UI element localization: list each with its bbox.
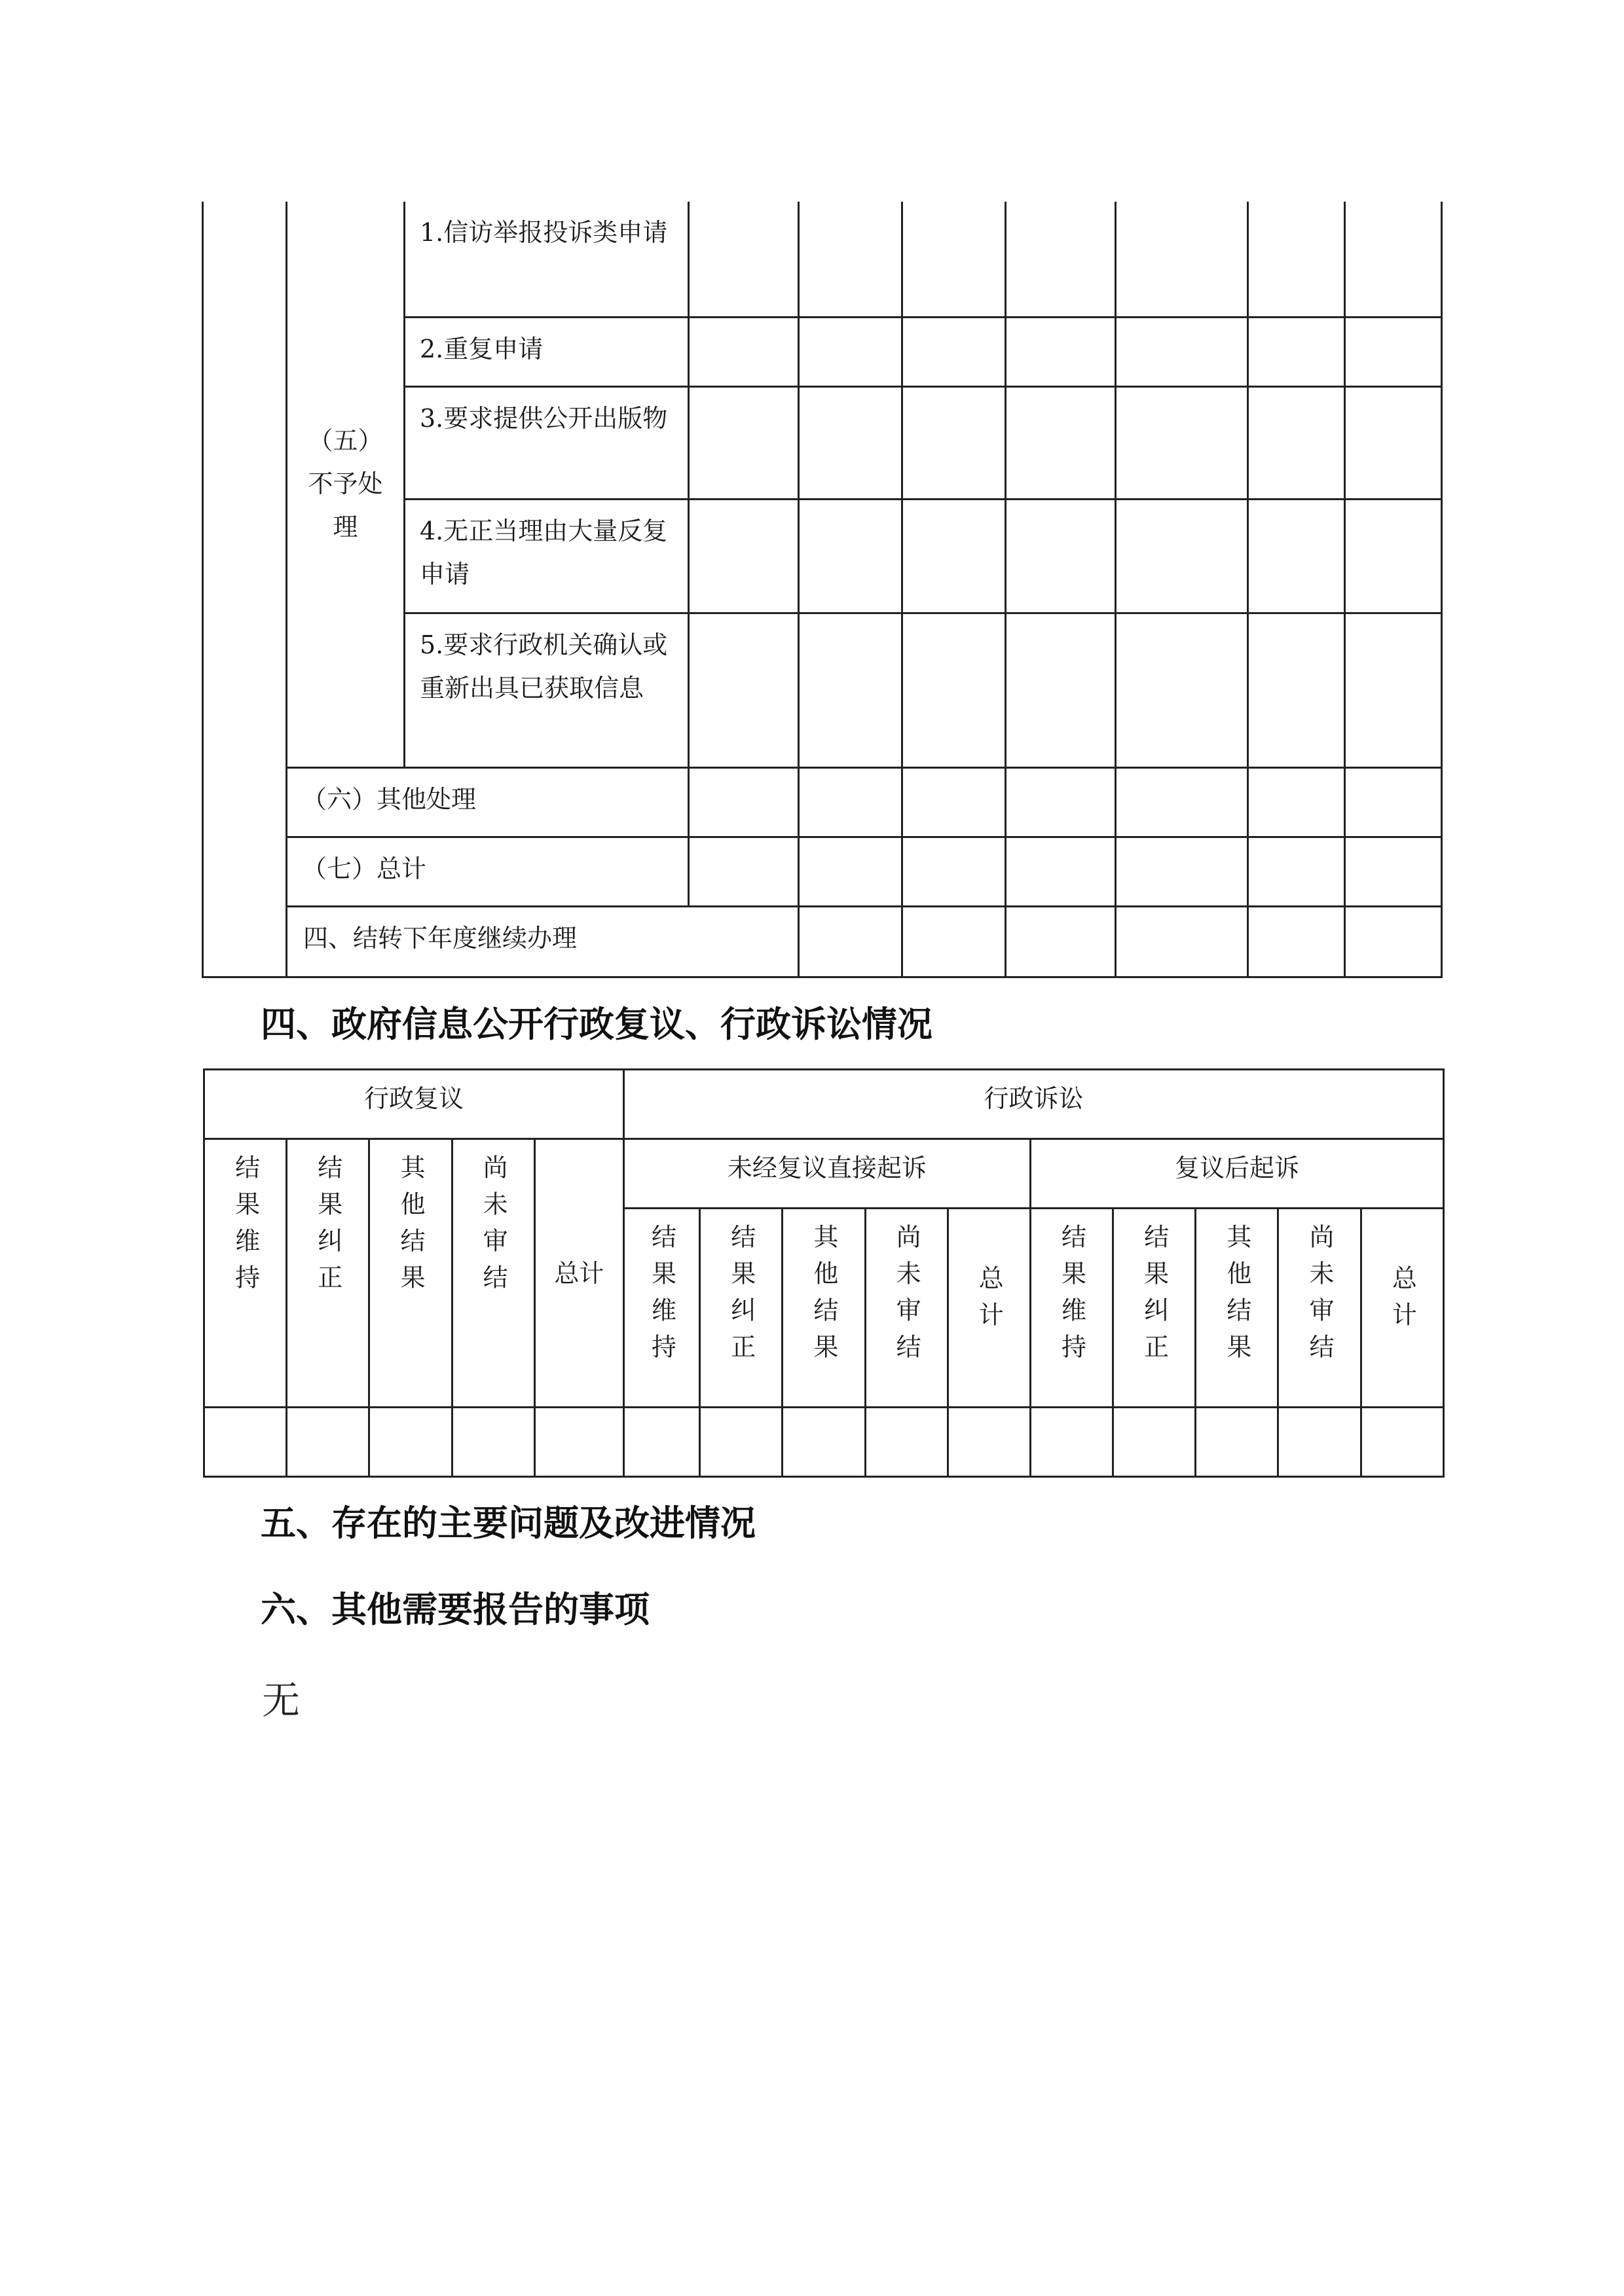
section6-heading: 六、其他需要报告的事项 <box>261 1589 650 1630</box>
data-cell <box>1116 767 1248 837</box>
direct-col-corrected <box>700 1209 783 1408</box>
group-label-cell <box>287 202 405 767</box>
data-cell <box>1345 906 1442 977</box>
outer-group-cell <box>203 202 287 977</box>
data-cell <box>1116 317 1248 386</box>
data-cell <box>948 1408 1030 1477</box>
data-cell <box>799 906 902 977</box>
data-cell <box>783 1408 865 1477</box>
disposition-table <box>202 202 1443 978</box>
data-cell <box>1248 906 1345 977</box>
row-other-label: （六）其他处理 <box>287 767 689 837</box>
data-cell <box>1248 202 1345 317</box>
direct-upheld-label: 结果维持 <box>647 1224 676 1370</box>
data-cell <box>689 202 799 317</box>
data-cell <box>1361 1408 1443 1477</box>
after-col-pending <box>1278 1209 1361 1408</box>
data-cell <box>799 837 902 906</box>
data-cell <box>1345 202 1442 317</box>
data-cell <box>1116 906 1248 977</box>
data-cell <box>865 1408 948 1477</box>
data-cell <box>1006 386 1116 499</box>
data-cell <box>1006 613 1116 767</box>
direct-total-label: 总计 <box>974 1264 1004 1338</box>
data-cell <box>902 499 1006 613</box>
after-col-total <box>1361 1209 1443 1408</box>
data-cell <box>1248 499 1345 613</box>
data-cell <box>689 837 799 906</box>
data-cell <box>1006 317 1116 386</box>
review-upheld-label: 结果维持 <box>231 1154 260 1301</box>
item-4-label: 4.无正当理由大量反复申请 <box>405 499 689 613</box>
data-cell <box>1116 837 1248 906</box>
item-5-label: 5.要求行政机关确认或重新出具已获取信息 <box>405 613 689 767</box>
data-cell <box>1248 613 1345 767</box>
data-cell <box>799 202 902 317</box>
after-pending-label: 尚未审结 <box>1305 1224 1335 1370</box>
after-col-corrected <box>1113 1209 1196 1408</box>
section4-heading: 四、政府信息公开行政复议、行政诉讼情况 <box>261 1004 932 1045</box>
item-3-label: 3.要求提供公开出版物 <box>405 386 689 499</box>
data-cell <box>1345 386 1442 499</box>
after-col-other <box>1196 1209 1278 1408</box>
data-cell <box>1248 837 1345 906</box>
data-cell <box>689 613 799 767</box>
data-cell <box>689 767 799 837</box>
data-cell <box>1116 386 1248 499</box>
after-review-header: 复议后起诉 <box>1030 1139 1443 1209</box>
item-2-label: 2.重复申请 <box>405 317 689 386</box>
review-header: 行政复议 <box>204 1070 624 1139</box>
data-cell <box>799 499 902 613</box>
review-col-corrected <box>287 1139 369 1408</box>
data-cell <box>1345 613 1442 767</box>
direct-pending-label: 尚未审结 <box>892 1224 921 1370</box>
data-cell <box>902 906 1006 977</box>
data-cell <box>799 386 902 499</box>
row-total-label: （七）总计 <box>287 837 689 906</box>
data-cell <box>1030 1408 1113 1477</box>
data-cell <box>1248 386 1345 499</box>
section5-heading: 五、存在的主要问题及改进情况 <box>261 1503 756 1544</box>
data-cell <box>534 1408 623 1477</box>
data-cell <box>902 837 1006 906</box>
review-corrected-label: 结果纠正 <box>313 1154 342 1301</box>
review-col-total <box>534 1139 623 1408</box>
review-other-label: 其他结果 <box>396 1154 425 1301</box>
data-cell <box>1248 767 1345 837</box>
row-carryover-label: 四、结转下年度继续办理 <box>287 906 799 977</box>
data-cell <box>799 317 902 386</box>
data-cell <box>1248 317 1345 386</box>
data-cell <box>1116 202 1248 317</box>
data-cell <box>902 317 1006 386</box>
data-cell <box>1006 499 1116 613</box>
data-cell <box>452 1408 534 1477</box>
data-cell <box>689 499 799 613</box>
data-cell <box>689 317 799 386</box>
review-litigation-table <box>203 1068 1445 1478</box>
review-col-upheld <box>204 1139 287 1408</box>
data-cell <box>1006 837 1116 906</box>
data-cell <box>1006 202 1116 317</box>
data-cell <box>1278 1408 1361 1477</box>
review-col-other <box>369 1139 452 1408</box>
review-col-pending <box>452 1139 534 1408</box>
review-total-label: 总计 <box>554 1258 604 1288</box>
section6-content: 无 <box>262 1678 301 1722</box>
data-cell <box>1345 499 1442 613</box>
data-cell <box>287 1408 369 1477</box>
direct-col-other <box>783 1209 865 1408</box>
data-cell <box>799 613 902 767</box>
data-cell <box>902 202 1006 317</box>
data-cell <box>902 613 1006 767</box>
direct-corrected-label: 结果纠正 <box>726 1224 756 1370</box>
data-cell <box>623 1408 699 1477</box>
data-cell <box>1113 1408 1196 1477</box>
direct-other-label: 其他结果 <box>809 1224 838 1370</box>
data-cell <box>700 1408 783 1477</box>
review-pending-label: 尚未审结 <box>479 1154 508 1301</box>
data-cell <box>1345 837 1442 906</box>
direct-col-pending <box>865 1209 948 1408</box>
data-cell <box>902 767 1006 837</box>
after-col-upheld <box>1030 1209 1113 1408</box>
litigation-header: 行政诉讼 <box>623 1070 1443 1139</box>
data-cell <box>369 1408 452 1477</box>
data-cell <box>1345 317 1442 386</box>
data-cell <box>689 386 799 499</box>
data-cell <box>1345 767 1442 837</box>
data-cell <box>1006 906 1116 977</box>
direct-col-upheld <box>623 1209 699 1408</box>
after-upheld-label: 结果维持 <box>1057 1224 1086 1370</box>
data-cell <box>902 386 1006 499</box>
after-corrected-label: 结果纠正 <box>1139 1224 1169 1370</box>
data-cell <box>204 1408 287 1477</box>
data-cell <box>1116 499 1248 613</box>
direct-suit-header: 未经复议直接起诉 <box>623 1139 1030 1209</box>
direct-col-total <box>948 1209 1030 1408</box>
after-total-label: 总计 <box>1388 1264 1417 1338</box>
after-other-label: 其他结果 <box>1222 1224 1251 1370</box>
data-cell <box>1006 767 1116 837</box>
data-cell <box>1116 613 1248 767</box>
data-cell <box>799 767 902 837</box>
data-cell <box>1196 1408 1278 1477</box>
group-label: （五）不予处理 <box>308 426 383 542</box>
item-1-label: 1.信访举报投诉类申请 <box>405 202 689 317</box>
